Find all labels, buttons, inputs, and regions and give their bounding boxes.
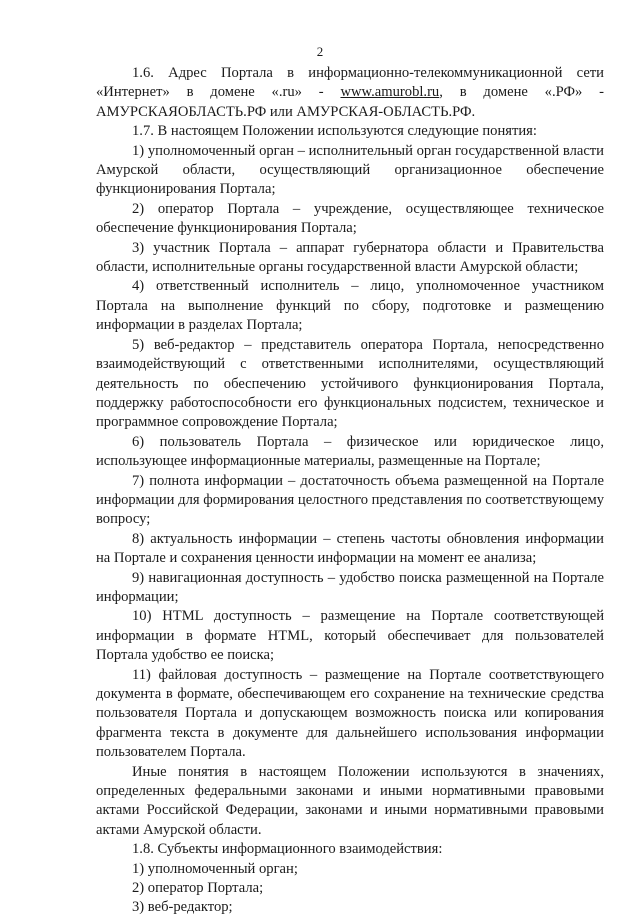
page-number: 2: [316, 44, 324, 59]
definition-7: 7) полнота информации – достаточность объема размещенной на Портале информации для формирования целостного представления по соответствующему вопросу;: [96, 472, 604, 528]
other-terms-paragraph: Иные понятия в настоящем Положении используются в значениях, определенных федеральными законами и иными нормативными правовыми актами Российской Федерации, законами и иными нормативными правовыми актами Амурской области.: [96, 763, 604, 838]
paragraph-1-6: 1.6. Адрес Портала в информационно-телекоммуникационной сети «Интернет» в домене «.ru» - www.amurobl.ru, в домене «.РФ» - АМУРСКАЯОБЛАСТЬ.РФ или АМУРСКАЯ-ОБЛАСТЬ.РФ.: [96, 65, 604, 120]
paragraph-1-7: 1.7. В настоящем Положении используются следующие понятия:: [132, 123, 537, 140]
subject-2: 2) оператор Портала;: [132, 880, 264, 897]
definition-2: 2) оператор Портала – учреждение, осуществляющее техническое обеспечение функционирования Портала;: [96, 200, 604, 237]
definition-11: 11) файловая доступность – размещение на Портале соответствующего документа в формате, обеспечивающем его сохранение на технические средства пользователя Портала и допускающем возможность поиска или копирования фрагмента текста в документе для дальнейшего использования информации пользователем Портала.: [96, 666, 604, 761]
document-body: [96, 64, 604, 918]
definition-9: 9) навигационная доступность – удобство поиска размещенной на Портале информации;: [96, 569, 604, 605]
definition-4: 4) ответственный исполнитель – лицо, уполномоченное участником Портала на выполнение функций по сбору, подготовке и размещению информации в разделах Портала;: [96, 278, 604, 334]
portal-address-link: www.amurobl.ru: [340, 84, 440, 101]
paragraph-1-8: 1.8. Субъекты информационного взаимодействия:: [132, 841, 443, 858]
subject-3: 3) веб-редактор;: [132, 899, 233, 916]
definition-5: 5) веб-редактор – представитель оператора Портала, непосредственно взаимодействующий с ответственными исполнителями, осуществляющий деятельность по обеспечению устойчивого функционирования Портала, поддержку работоспособности его функциональных подсистем, техническое и программное сопровождение Портала;: [96, 336, 604, 431]
definition-10: 10) HTML доступность – размещение на Портале соответствующей информации в формате HTML, который обеспечивает для пользователей Портала удобство ее поиска;: [96, 608, 604, 664]
definition-8: 8) актуальность информации – степень частоты обновления информации на Портале и сохранения ценности информации на момент ее анализа;: [96, 530, 604, 567]
subject-1: 1) уполномоченный орган;: [132, 860, 298, 877]
definition-1: 1) уполномоченный орган – исполнительный орган государственной власти Амурской области, осуществляющий организационное обеспечение функционирования Портала;: [96, 142, 604, 198]
definition-6: 6) пользователь Портала – физическое или юридическое лицо, использующее информационные материалы, размещенные на Портале;: [96, 433, 604, 470]
definition-3: 3) участник Портала – аппарат губернатора области и Правительства области, исполнительные органы государственной власти Амурской области;: [96, 239, 604, 276]
